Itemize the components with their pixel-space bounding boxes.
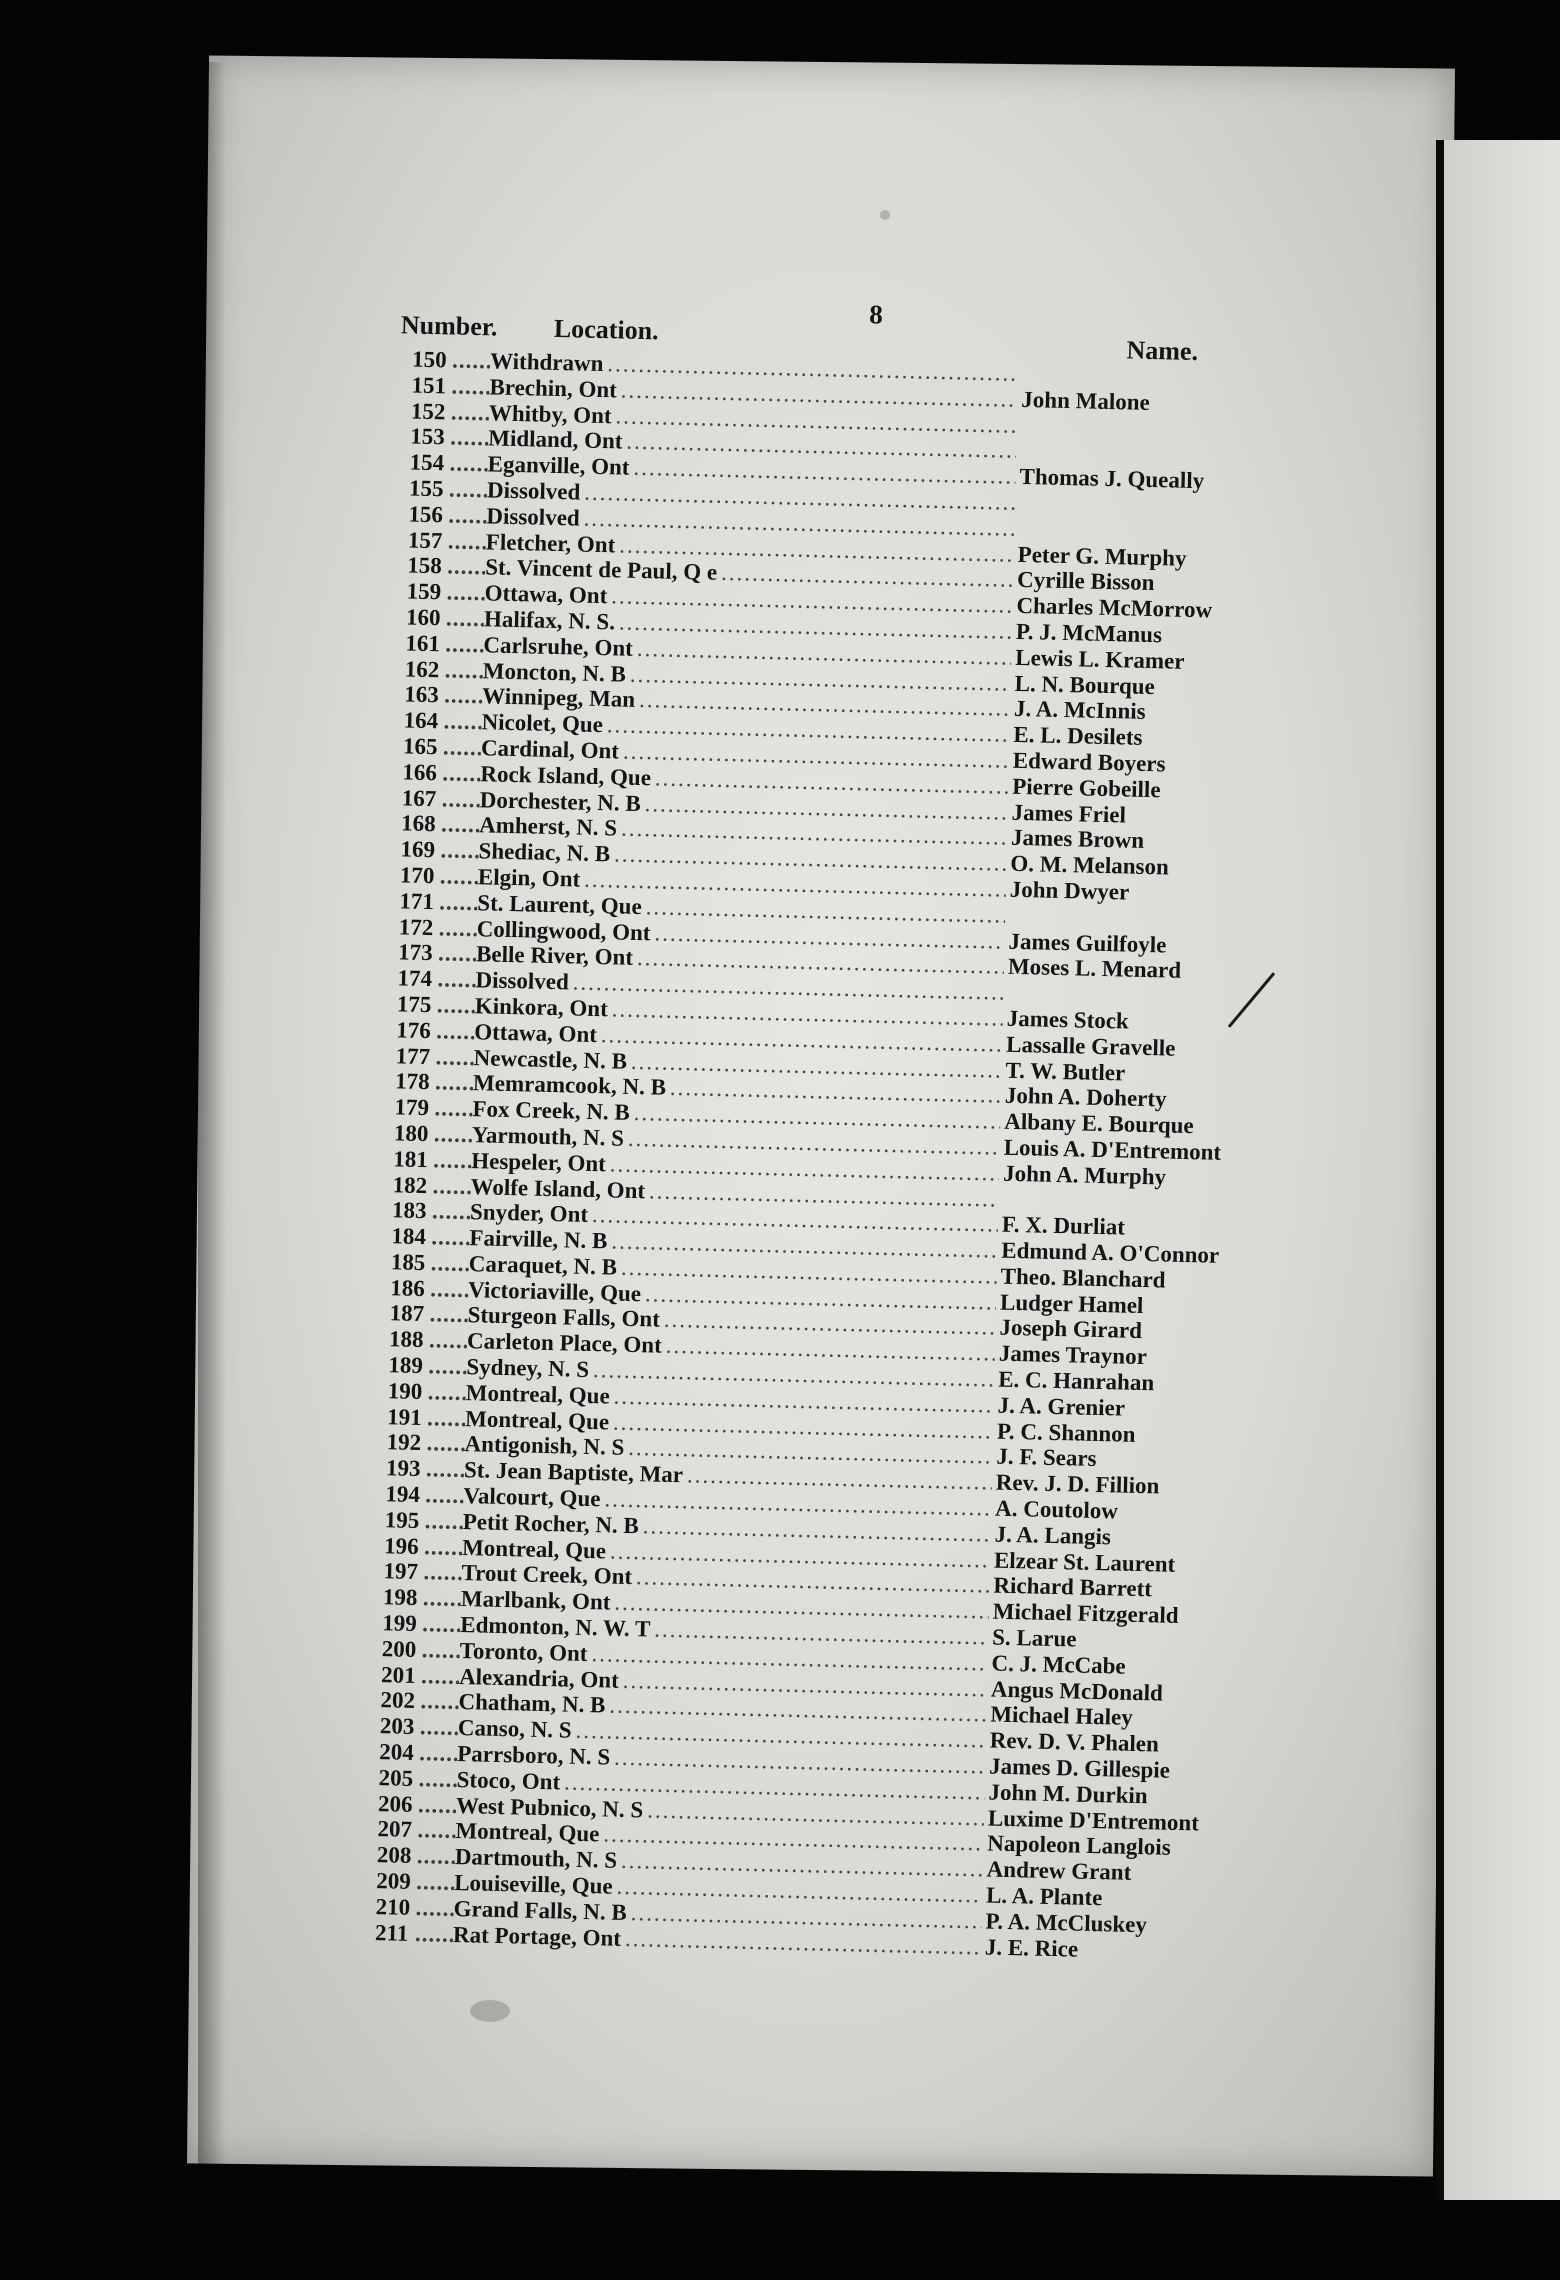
entry-number: 171 bbox=[399, 888, 435, 914]
entry-number: 161 bbox=[405, 630, 441, 657]
entry-name: Lewis L. Kramer bbox=[1014, 644, 1185, 674]
entry-name: E. C. Hanrahan bbox=[997, 1366, 1155, 1396]
entry-location: Chatham, N. B bbox=[458, 1689, 606, 1718]
dot-leader bbox=[416, 1869, 455, 1896]
entry-location: Grand Falls, N. B bbox=[453, 1895, 628, 1925]
dot-leader bbox=[429, 1302, 468, 1329]
entry-number: 158 bbox=[406, 552, 443, 579]
entry-location: Newcastle, N. B bbox=[473, 1044, 628, 1074]
entry-number: 194 bbox=[385, 1481, 421, 1508]
dot-leader bbox=[425, 1482, 464, 1509]
entry-number: 195 bbox=[384, 1507, 420, 1533]
entry-location: Rock Island, Que bbox=[480, 761, 652, 791]
entry-number: 187 bbox=[389, 1300, 425, 1327]
entry-number: 181 bbox=[393, 1146, 429, 1172]
entry-name: Moses L. Menard bbox=[1007, 954, 1182, 984]
entry-name: Richard Barrett bbox=[993, 1573, 1153, 1602]
entry-name: James Guilfoyle bbox=[1008, 928, 1167, 958]
entry-number: 155 bbox=[408, 475, 444, 502]
entry-number: 180 bbox=[393, 1120, 429, 1147]
entry-number: 189 bbox=[388, 1352, 424, 1379]
entry-number: 183 bbox=[391, 1197, 427, 1224]
dot-leader bbox=[415, 1921, 454, 1948]
entry-name: F. X. Durliat bbox=[1001, 1211, 1126, 1240]
entry-number: 154 bbox=[409, 449, 445, 476]
entry-number: 192 bbox=[386, 1429, 422, 1456]
entry-name: J. F. Sears bbox=[996, 1444, 1097, 1472]
entry-location: Alexandria, Ont bbox=[458, 1663, 620, 1693]
entry-location: Collingwood, Ont bbox=[476, 915, 651, 945]
entry-name: James Stock bbox=[1006, 1005, 1130, 1034]
dot-leader bbox=[448, 502, 487, 529]
entry-number: 159 bbox=[406, 578, 442, 605]
entry-name: Charles McMorrow bbox=[1016, 593, 1213, 623]
entry-name: Lassalle Gravelle bbox=[1005, 1031, 1176, 1061]
entry-location: Midland, Ont bbox=[488, 425, 623, 454]
dot-leader bbox=[429, 1327, 468, 1354]
entry-name: J. A. Langis bbox=[994, 1521, 1112, 1550]
dot-leader bbox=[418, 1792, 457, 1819]
entry-number: 170 bbox=[399, 862, 435, 889]
entry-number: 151 bbox=[411, 372, 447, 399]
entry-number: 150 bbox=[411, 346, 447, 373]
entry-name: John M. Durkin bbox=[988, 1779, 1148, 1809]
entry-name bbox=[1020, 458, 1270, 464]
ink-smudge bbox=[880, 210, 890, 220]
dot-leader bbox=[443, 709, 482, 736]
entry-location: Dissolved bbox=[486, 503, 581, 531]
entry-number: 160 bbox=[405, 604, 441, 631]
entry-number: 157 bbox=[407, 527, 443, 553]
entry-number: 204 bbox=[379, 1739, 415, 1765]
dot-leader bbox=[442, 760, 481, 787]
entry-number: 210 bbox=[375, 1893, 411, 1920]
entry-number: 202 bbox=[380, 1687, 416, 1714]
entry-location: Carleton Place, Ont bbox=[466, 1328, 663, 1358]
entry-number: 201 bbox=[380, 1661, 416, 1688]
entry-name bbox=[1002, 1206, 1252, 1212]
entry-location: Snyder, Ont bbox=[469, 1199, 589, 1228]
entry-number: 205 bbox=[378, 1764, 414, 1791]
entry-number: 166 bbox=[402, 759, 438, 785]
entry-number: 174 bbox=[397, 965, 433, 992]
entry-name: Michael Haley bbox=[990, 1701, 1134, 1731]
dot-leader bbox=[443, 734, 482, 761]
dot-leader bbox=[433, 1147, 472, 1174]
entry-location: Winnipeg, Man bbox=[481, 683, 636, 713]
entry-name: Peter G. Murphy bbox=[1017, 541, 1187, 571]
dot-leader bbox=[421, 1637, 460, 1664]
entry-name: James Traynor bbox=[998, 1340, 1148, 1370]
entry-location: Yarmouth, N. S bbox=[471, 1122, 625, 1151]
entry-location: Sturgeon Falls, Ont bbox=[467, 1302, 661, 1333]
dot-leader bbox=[422, 1611, 461, 1638]
entry-number: 173 bbox=[397, 939, 433, 966]
entry-location: Antigonish, N. S bbox=[464, 1431, 625, 1461]
entry-location: Trout Creek, Ont bbox=[461, 1560, 633, 1590]
entry-name: E. L. Desilets bbox=[1013, 721, 1143, 751]
entry-location: Dissolved bbox=[475, 967, 570, 995]
entry-location: Montreal, Que bbox=[461, 1534, 607, 1564]
ink-smudge bbox=[470, 2000, 510, 2022]
entry-number: 211 bbox=[374, 1919, 409, 1946]
entry-number: 179 bbox=[394, 1094, 430, 1121]
dot-leader bbox=[452, 347, 491, 374]
entry-location: Fox Creek, N. B bbox=[472, 1096, 631, 1125]
facing-page-strip bbox=[1440, 140, 1560, 2200]
entry-location: Cardinal, Ont bbox=[480, 735, 620, 764]
entry-number: 191 bbox=[386, 1403, 423, 1430]
entry-name: L. A. Plante bbox=[985, 1882, 1103, 1911]
dot-leader bbox=[440, 837, 479, 864]
dot-leader bbox=[423, 1585, 462, 1612]
dot-leader bbox=[423, 1560, 462, 1587]
dot-leader bbox=[441, 786, 480, 813]
dot-leader bbox=[445, 657, 484, 684]
entry-number: 186 bbox=[389, 1274, 426, 1301]
dot-leader bbox=[432, 1173, 471, 1200]
entry-location: Valcourt, Que bbox=[463, 1483, 601, 1512]
entry-location: West Pubnico, N. S bbox=[455, 1792, 644, 1823]
entry-location: Edmonton, N. W. T bbox=[460, 1612, 651, 1642]
entry-name: Rev. D. V. Phalen bbox=[989, 1727, 1160, 1757]
column-header-number: Number. bbox=[400, 310, 498, 342]
entry-name: John Malone bbox=[1021, 386, 1151, 415]
dot-leader bbox=[438, 941, 477, 968]
entry-number: 168 bbox=[400, 810, 436, 837]
dot-leader bbox=[449, 451, 488, 478]
entry-location: Kinkora, Ont bbox=[474, 993, 609, 1022]
entry-location: St. Vincent de Paul, Q e bbox=[484, 554, 718, 586]
entry-number: 165 bbox=[402, 733, 438, 760]
entry-name bbox=[1018, 536, 1268, 542]
entry-name: Michael Fitzgerald bbox=[992, 1598, 1179, 1629]
entry-name: J. E. Rice bbox=[984, 1934, 1079, 1962]
dot-leader bbox=[451, 373, 490, 400]
dot-leader bbox=[430, 1276, 469, 1303]
entry-number: 178 bbox=[394, 1068, 430, 1095]
entry-name: Edmund A. O'Connor bbox=[1001, 1237, 1220, 1268]
entry-name bbox=[1021, 432, 1271, 438]
entry-location: Montreal, Que bbox=[464, 1405, 610, 1435]
dot-leader bbox=[424, 1508, 463, 1535]
entry-location: St. Jean Baptiste, Mar bbox=[463, 1457, 684, 1488]
entry-location: Memramcook, N. B bbox=[472, 1070, 667, 1101]
entry-number: 208 bbox=[376, 1842, 412, 1869]
dot-leader bbox=[446, 605, 485, 632]
entry-number: 190 bbox=[387, 1378, 423, 1404]
entry-number: 188 bbox=[388, 1326, 424, 1353]
entry-location: Caraquet, N. B bbox=[468, 1251, 618, 1280]
dot-leader bbox=[435, 1070, 474, 1097]
entry-location: Dartmouth, N. S bbox=[454, 1844, 618, 1874]
entry-number: 209 bbox=[375, 1868, 412, 1894]
entry-number: 200 bbox=[381, 1636, 417, 1662]
page-number: 8 bbox=[868, 299, 884, 330]
entry-name: Theo. Blanchard bbox=[1000, 1263, 1166, 1293]
entry-location: Halifax, N. S. bbox=[483, 606, 616, 635]
entry-number: 193 bbox=[385, 1455, 421, 1482]
dot-leader bbox=[435, 1044, 474, 1071]
entry-number: 167 bbox=[401, 784, 437, 811]
entry-name: Thomas J. Queally bbox=[1019, 464, 1205, 494]
entry-name: Napoleon Langlois bbox=[987, 1830, 1171, 1861]
entry-name bbox=[1007, 1000, 1257, 1006]
entry-location: Fletcher, Ont bbox=[485, 528, 616, 557]
entry-location: Victoriaville, Que bbox=[467, 1276, 642, 1306]
entry-number: 163 bbox=[403, 681, 440, 708]
entry-name: Joseph Girard bbox=[999, 1315, 1143, 1344]
dot-leader bbox=[448, 528, 487, 555]
dot-leader bbox=[437, 992, 476, 1019]
dot-leader bbox=[419, 1740, 458, 1767]
entry-name: Albany E. Bourque bbox=[1004, 1108, 1194, 1139]
page-gutter-rule bbox=[1436, 140, 1444, 2200]
entry-location: Petit Rocher, N. B bbox=[462, 1508, 640, 1539]
entry-name: James Friel bbox=[1011, 799, 1127, 828]
entry-name: Rev. J. D. Fillion bbox=[995, 1469, 1160, 1499]
entry-location: Toronto, Ont bbox=[459, 1637, 588, 1666]
entry-name: Ludger Hamel bbox=[999, 1289, 1144, 1318]
entry-location: Louiseville, Que bbox=[453, 1869, 613, 1899]
dot-leader bbox=[451, 399, 490, 426]
entry-name: John A. Murphy bbox=[1002, 1160, 1167, 1190]
entry-number: 203 bbox=[379, 1713, 415, 1740]
dot-leader bbox=[417, 1818, 456, 1845]
entry-number: 199 bbox=[382, 1610, 418, 1637]
entry-location: Nicolet, Que bbox=[481, 709, 604, 738]
entry-number: 172 bbox=[398, 913, 434, 940]
entry-number: 176 bbox=[396, 1017, 432, 1043]
entry-name: P. A. McCluskey bbox=[985, 1908, 1148, 1938]
dot-leader bbox=[428, 1353, 467, 1380]
entry-number: 164 bbox=[403, 707, 439, 734]
entry-name: Pierre Gobeille bbox=[1011, 773, 1161, 803]
dot-leader bbox=[421, 1663, 460, 1690]
entry-name: J. A. McInnis bbox=[1013, 696, 1146, 725]
entry-name: A. Coutolow bbox=[994, 1495, 1119, 1524]
dot-leader bbox=[426, 1456, 465, 1483]
entry-name: T. W. Butler bbox=[1005, 1057, 1126, 1086]
dot-leader bbox=[440, 863, 479, 890]
entry-location: Wolfe Island, Ont bbox=[470, 1173, 646, 1203]
entry-number: 152 bbox=[410, 398, 446, 424]
column-header-location: Location. bbox=[553, 313, 659, 346]
entry-name: James D. Gillespie bbox=[988, 1753, 1171, 1783]
dot-leader bbox=[434, 1121, 473, 1148]
entry-location: Fairville, N. B bbox=[469, 1225, 608, 1254]
entry-location: Ottawa, Ont bbox=[474, 1018, 598, 1047]
entry-location: Montreal, Que bbox=[465, 1379, 611, 1409]
entry-location: Withdrawn bbox=[489, 348, 604, 377]
entry-name: James Brown bbox=[1010, 825, 1145, 854]
entry-name: John A. Doherty bbox=[1004, 1083, 1167, 1112]
dot-leader bbox=[450, 425, 489, 452]
entry-number: 206 bbox=[377, 1790, 413, 1817]
entry-location: Rat Portage, Ont bbox=[452, 1921, 622, 1951]
dot-leader bbox=[441, 812, 480, 839]
entry-location: Marlbank, Ont bbox=[460, 1586, 611, 1615]
column-header-name: Name. bbox=[1126, 335, 1199, 367]
entry-number: 198 bbox=[382, 1584, 418, 1611]
entry-number: 153 bbox=[410, 423, 446, 450]
entry-name: P. J. McManus bbox=[1015, 618, 1163, 648]
dot-leader bbox=[445, 631, 484, 658]
entry-name bbox=[1022, 381, 1272, 387]
entry-name: P. C. Shannon bbox=[996, 1418, 1136, 1447]
entry-list bbox=[375, 347, 1272, 1966]
entry-number: 197 bbox=[383, 1558, 419, 1585]
dot-leader bbox=[449, 476, 488, 503]
dot-leader bbox=[432, 1199, 471, 1226]
entry-location: Moncton, N. B bbox=[482, 657, 627, 687]
entry-location: Brechin, Ont bbox=[489, 374, 618, 403]
dot-leader bbox=[426, 1431, 465, 1458]
entry-location: Belle River, Ont bbox=[475, 941, 634, 971]
entry-location: Shediac, N. B bbox=[478, 838, 611, 867]
entry-location: Amherst, N. S bbox=[478, 812, 618, 841]
entry-location: Montreal, Que bbox=[455, 1818, 600, 1847]
entry-name: L. N. Bourque bbox=[1014, 670, 1156, 699]
entry-name bbox=[1009, 922, 1259, 928]
entry-number: 207 bbox=[377, 1816, 413, 1843]
dot-leader bbox=[434, 1095, 473, 1122]
entry-name: Luxime D'Entremont bbox=[987, 1805, 1200, 1836]
entry-location: Dorchester, N. B bbox=[479, 786, 642, 816]
dot-leader bbox=[431, 1224, 470, 1251]
dot-leader bbox=[428, 1379, 467, 1406]
dot-leader bbox=[427, 1405, 466, 1432]
entry-location: Eganville, Ont bbox=[487, 451, 630, 480]
entry-name: Angus McDonald bbox=[990, 1676, 1164, 1706]
dot-leader bbox=[444, 683, 483, 710]
dot-leader bbox=[420, 1714, 459, 1741]
entry-location: Ottawa, Ont bbox=[484, 580, 608, 609]
page-edge-shadow bbox=[198, 62, 226, 2170]
entry-number: 177 bbox=[395, 1042, 431, 1069]
dot-leader bbox=[415, 1895, 454, 1922]
entry-number: 182 bbox=[392, 1171, 428, 1198]
dot-leader bbox=[420, 1689, 459, 1716]
entry-name: C. J. McCabe bbox=[991, 1650, 1126, 1679]
entry-number: 162 bbox=[404, 656, 440, 682]
entry-number: 185 bbox=[390, 1249, 426, 1275]
dot-leader bbox=[447, 554, 486, 581]
entry-location: Canso, N. S bbox=[457, 1715, 572, 1743]
entry-location: St. Laurent, Que bbox=[477, 889, 643, 919]
entry-number: 196 bbox=[383, 1532, 419, 1559]
dot-leader bbox=[424, 1534, 463, 1561]
dot-leader bbox=[439, 889, 478, 916]
dot-leader bbox=[436, 1018, 475, 1045]
dot-leader bbox=[417, 1843, 456, 1870]
entry-name: Andrew Grant bbox=[986, 1856, 1132, 1886]
entry-location: Whitby, Ont bbox=[488, 399, 612, 428]
entry-name: S. Larue bbox=[991, 1624, 1077, 1652]
entry-location: Parrsboro, N. S bbox=[457, 1741, 611, 1770]
entry-location: Elgin, Ont bbox=[477, 864, 581, 892]
entry-name: Elzear St. Laurent bbox=[993, 1547, 1176, 1577]
dot-leader bbox=[431, 1250, 470, 1277]
entry-number: 184 bbox=[391, 1223, 427, 1250]
entry-location: Sydney, N. S bbox=[466, 1354, 590, 1383]
entry-location: Dissolved bbox=[486, 477, 581, 505]
entry-name: Edward Boyers bbox=[1012, 747, 1166, 777]
entry-name: John Dwyer bbox=[1009, 876, 1130, 905]
entry-name: O. M. Melanson bbox=[1010, 850, 1170, 880]
entry-name: Cyrille Bisson bbox=[1016, 567, 1155, 596]
entry-location: Carlsruhe, Ont bbox=[483, 632, 634, 661]
entry-location: Hespeler, Ont bbox=[470, 1147, 607, 1177]
entry-name: Louis A. D'Entremont bbox=[1003, 1134, 1222, 1165]
entry-number: 175 bbox=[396, 991, 432, 1018]
dot-leader bbox=[418, 1766, 457, 1793]
entry-name bbox=[1019, 510, 1269, 516]
dot-leader bbox=[446, 580, 485, 607]
entry-location: Stoco, Ont bbox=[456, 1766, 561, 1795]
dot-leader bbox=[437, 966, 476, 993]
dot-leader bbox=[438, 915, 477, 942]
entry-number: 156 bbox=[408, 501, 444, 528]
entry-name: J. A. Grenier bbox=[997, 1392, 1126, 1421]
entry-number: 169 bbox=[400, 836, 436, 863]
